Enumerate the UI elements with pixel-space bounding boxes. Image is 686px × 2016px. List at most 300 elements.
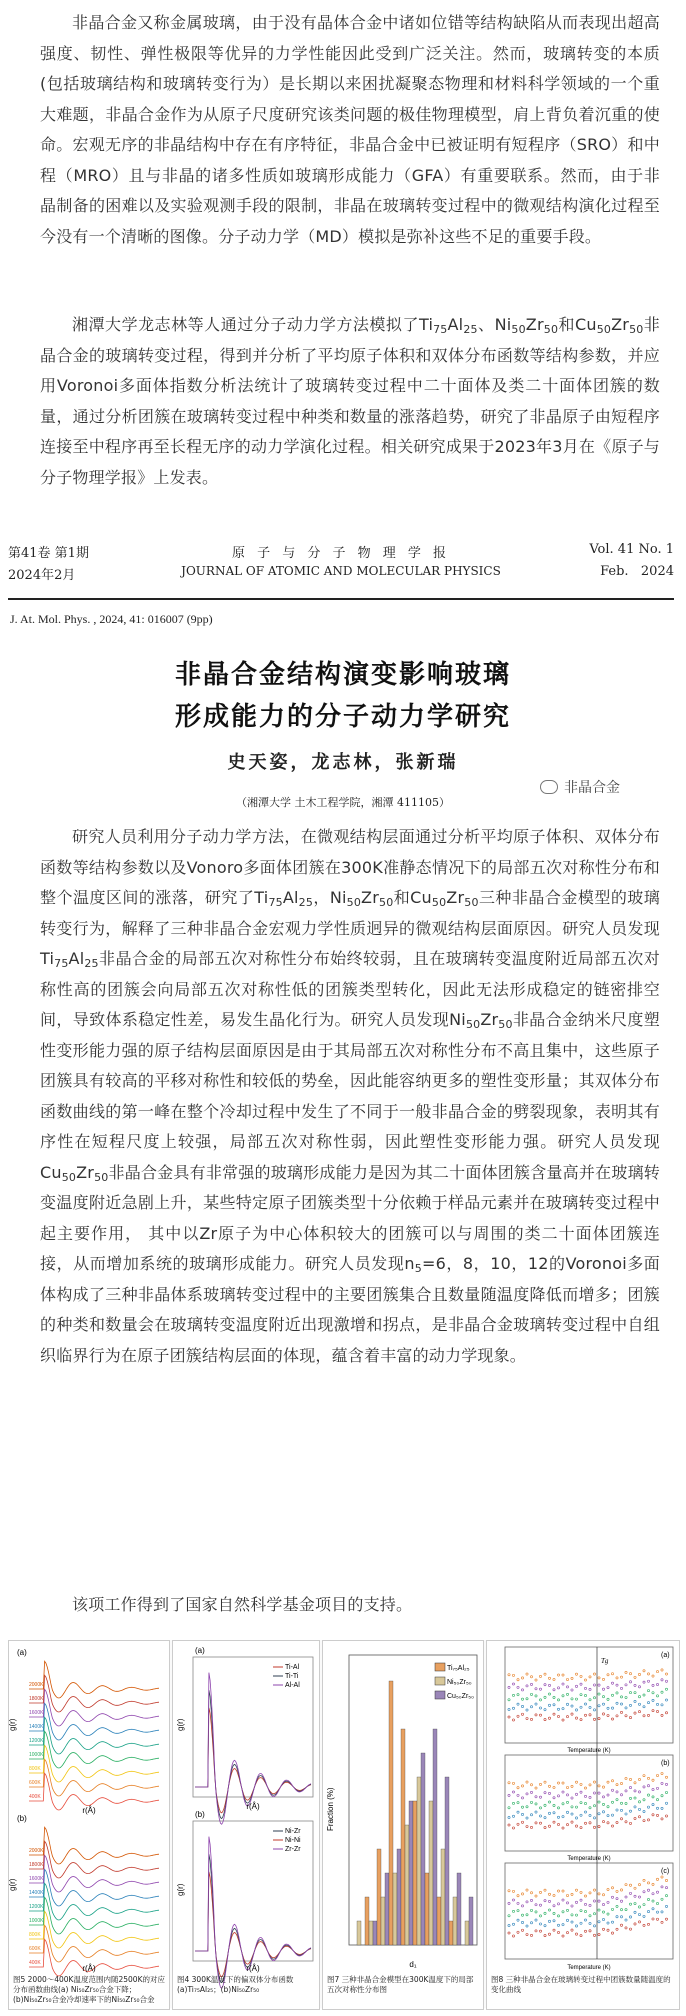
data-point <box>593 1913 595 1915</box>
data-point <box>661 1691 663 1693</box>
bar <box>433 1729 437 1945</box>
data-point <box>620 1696 622 1698</box>
data-point <box>544 1684 546 1686</box>
data-point <box>584 1703 586 1705</box>
bar <box>385 1873 389 1945</box>
legend-item: Ti₇₅Al₂₅ <box>447 1665 470 1672</box>
data-point <box>625 1715 627 1717</box>
data-point <box>526 1793 528 1795</box>
data-point <box>530 1814 532 1816</box>
data-point <box>602 1796 604 1798</box>
data-point <box>638 1906 640 1908</box>
wechat-icon <box>540 780 558 794</box>
data-point <box>508 1674 510 1676</box>
watermark: 非晶合金 <box>540 777 620 797</box>
data-point <box>598 1893 600 1895</box>
data-point <box>638 1703 640 1705</box>
temperature-label: 2000K <box>29 1848 44 1854</box>
data-point <box>575 1925 577 1927</box>
temperature-label: 1600K <box>29 1876 44 1882</box>
data-point <box>661 1898 663 1900</box>
partial-pdf-plot <box>173 1641 319 1973</box>
data-point <box>544 1804 546 1806</box>
data-point <box>548 1693 550 1695</box>
data-point <box>566 1794 568 1796</box>
bar <box>405 1825 409 1945</box>
data-point <box>589 1807 591 1809</box>
date-cn: 2024年2月 <box>8 568 76 583</box>
data-point <box>580 1910 582 1912</box>
data-point <box>607 1794 609 1796</box>
data-point <box>530 1718 532 1720</box>
data-point <box>625 1671 627 1673</box>
data-point <box>530 1922 532 1924</box>
data-point <box>535 1895 537 1897</box>
data-point <box>616 1821 618 1823</box>
data-point <box>616 1715 618 1717</box>
data-point <box>580 1802 582 1804</box>
data-point <box>553 1821 555 1823</box>
data-point <box>634 1797 636 1799</box>
data-point <box>512 1694 514 1696</box>
data-point <box>575 1673 577 1675</box>
data-point <box>512 1910 514 1912</box>
data-point <box>661 1807 663 1809</box>
pdf-curve <box>29 1883 159 1920</box>
y-axis-label-b: g(r) <box>176 1883 185 1896</box>
bar <box>357 1921 361 1945</box>
panel-tag-a: (a) <box>17 1648 27 1657</box>
data-point <box>584 1811 586 1813</box>
journal-header <box>8 542 678 606</box>
data-point <box>535 1679 537 1681</box>
data-point <box>566 1801 568 1803</box>
data-point <box>602 1928 604 1930</box>
data-point <box>611 1814 613 1816</box>
data-point <box>562 1708 564 1710</box>
data-point <box>580 1899 582 1901</box>
data-point <box>661 1704 663 1706</box>
data-point <box>562 1924 564 1926</box>
data-point <box>526 1781 528 1783</box>
data-point <box>638 1711 640 1713</box>
data-point <box>517 1919 519 1921</box>
data-point <box>553 1804 555 1806</box>
data-point <box>611 1801 613 1803</box>
data-point <box>661 1886 663 1888</box>
data-point <box>643 1810 645 1812</box>
data-point <box>508 1890 510 1892</box>
data-point <box>661 1714 663 1716</box>
x-axis-label: Temperature (K) <box>567 1856 611 1862</box>
data-point <box>598 1921 600 1923</box>
temperature-label: 1200K <box>29 1738 44 1744</box>
data-point <box>589 1699 591 1701</box>
panel-tag-b: (b) <box>195 1810 205 1819</box>
data-point <box>598 1801 600 1803</box>
data-point <box>611 1673 613 1675</box>
data-point <box>620 1794 622 1796</box>
data-point <box>629 1673 631 1675</box>
data-point <box>584 1787 586 1789</box>
data-point <box>620 1676 622 1678</box>
data-point <box>562 1719 564 1721</box>
data-point <box>602 1894 604 1896</box>
data-point <box>629 1681 631 1683</box>
data-point <box>530 1899 532 1901</box>
data-point <box>566 1811 568 1813</box>
bar <box>381 1897 385 1945</box>
data-point <box>589 1892 591 1894</box>
data-point <box>508 1686 510 1688</box>
data-point <box>548 1792 550 1794</box>
data-point <box>557 1931 559 1933</box>
pdf-curve <box>29 1745 159 1782</box>
data-point <box>634 1911 636 1913</box>
data-point <box>593 1709 595 1711</box>
data-point <box>656 1807 658 1809</box>
temperature-label: 1400K <box>29 1724 44 1730</box>
data-point <box>517 1703 519 1705</box>
data-point <box>629 1916 631 1918</box>
data-point <box>512 1674 514 1676</box>
data-point <box>643 1820 645 1822</box>
data-point <box>634 1806 636 1808</box>
data-point <box>634 1817 636 1819</box>
data-point <box>526 1717 528 1719</box>
legend-item: Al-Al <box>285 1682 300 1689</box>
data-point <box>566 1678 568 1680</box>
bar <box>397 1849 401 1945</box>
data-point <box>661 1679 663 1681</box>
data-point <box>548 1684 550 1686</box>
data-point <box>553 1797 555 1799</box>
data-point <box>629 1692 631 1694</box>
data-point <box>652 1918 654 1920</box>
data-point <box>584 1714 586 1716</box>
data-point <box>571 1713 573 1715</box>
data-point <box>535 1904 537 1906</box>
data-point <box>517 1910 519 1912</box>
data-point <box>584 1895 586 1897</box>
data-point <box>661 1782 663 1784</box>
data-point <box>656 1814 658 1816</box>
data-point <box>535 1803 537 1805</box>
legend-item: Ti-Ti <box>285 1673 299 1680</box>
data-point <box>548 1893 550 1895</box>
data-point <box>557 1924 559 1926</box>
data-point <box>602 1678 604 1680</box>
panel-tag: (b) <box>661 1760 670 1767</box>
data-point <box>625 1813 627 1815</box>
data-point <box>553 1713 555 1715</box>
data-point <box>602 1688 604 1690</box>
data-point <box>647 1882 649 1884</box>
data-point <box>575 1698 577 1700</box>
data-point <box>530 1934 532 1936</box>
data-point <box>548 1704 550 1706</box>
data-point <box>611 1682 613 1684</box>
data-point <box>661 1921 663 1923</box>
data-point <box>643 1775 645 1777</box>
legend-item: Ni-Zr <box>285 1828 301 1835</box>
funding-paragraph: 该项工作得到了国家自然科学基金项目的支持。 <box>72 1595 413 1614</box>
paper-title-line2: 形成能力的分子动力学研究 <box>174 702 511 732</box>
findings-paragraph: 研究人员利用分子动力学方法，在微观结构层面通过分析平均原子体积、双体分布函数等结构参数以及Vonoro多面体团簇在300K准静态情况下的局部五次对称性分布和整个温度区间的涨落，研究了$Ti_{75}Al_{25}$，$Ni_{50}Zr_{50}$和$Cu_{50}Zr_{50}$三种非晶合金模型的玻璃转变行为，解释了三种非晶合金宏观力学性质迥异的微观结构层面原因。研究人员发现$Ti_{75}Al_{25}$非晶合金的局部五次对称性分布始终较弱，且在玻璃转变温度附近局部五次对称性高的团簇会向局部五次对称性低的团簇类型转化，因此无法形成稳定的链密排空间，导致体系稳定性差，易发生晶化行为。研究人员发现$Ni_{50}Zr_{50}$非晶合金纳米尺度塑性变形能力强的原子结构层面原因是由于其局部五次对称性分布不高且集中，这些原子团簇具有较高的平移对称性和较低的势垒，因此能容纳更多的塑性变形量；其双体分布函数曲线的第一峰在整个冷却过程中发生了不同于一般非晶合金的劈裂现象，表明其有序性在短程尺度上较强，局部五次对称性弱，因此塑性变形能力强。研究人员发现$Cu_{50}Zr_{50}$非晶合金具有非常强的玻璃形成能力是因为其二十面体团簇含量高并在玻璃转变温度附近急剧上升，某些特定原子团簇类型十分依赖于样品元素并在玻璃转变过程中起主要作用， 其中以Zr原子为中心体积较大的团簇可以与周围的类二十面体团簇连接，从而增加系统的玻璃形成能力。研究人员发现$n_5=6$，8，10，12的Voronoi多面体构成了三种非晶体系玻璃转变过程中的主要团簇集合且数量随温度降低而增多；团簇的种类和数量会在玻璃转变温度附近出现激增和拐点，是非晶合金玻璃转变过程中自组织临界行为在原子团簇结构层面的体现，蕴含着丰富的动力学现象。 <box>40 827 660 1365</box>
bar <box>449 1921 453 1945</box>
data-point <box>517 1902 519 1904</box>
data-point <box>553 1678 555 1680</box>
data-point <box>607 1687 609 1689</box>
data-point <box>571 1893 573 1895</box>
data-point <box>562 1782 564 1784</box>
data-point <box>611 1780 613 1782</box>
data-point <box>571 1914 573 1916</box>
data-point <box>512 1719 514 1721</box>
data-point <box>629 1797 631 1799</box>
data-point <box>652 1684 654 1686</box>
data-point <box>661 1911 663 1913</box>
fivefold-bar-plot <box>323 1641 483 1973</box>
data-point <box>661 1795 663 1797</box>
data-point <box>665 1905 667 1907</box>
data-point <box>566 1686 568 1688</box>
data-point <box>625 1790 627 1792</box>
data-point <box>566 1786 568 1788</box>
data-point <box>607 1913 609 1915</box>
data-point <box>562 1695 564 1697</box>
bar <box>393 1873 397 1945</box>
bar <box>425 1873 429 1945</box>
data-point <box>661 1669 663 1671</box>
temperature-label: 1000K <box>29 1752 44 1758</box>
data-point <box>544 1781 546 1783</box>
data-point <box>508 1824 510 1826</box>
data-point <box>517 1686 519 1688</box>
data-point <box>530 1676 532 1678</box>
data-point <box>557 1903 559 1905</box>
data-point <box>571 1797 573 1799</box>
citation-line: J. At. Mol. Phys. , 2024, 41: 016007 (9pp) <box>10 612 213 626</box>
data-point <box>607 1929 609 1931</box>
pdf-curve <box>29 1897 159 1934</box>
bar <box>365 1897 369 1945</box>
data-point <box>580 1827 582 1829</box>
data-point <box>548 1825 550 1827</box>
data-point <box>634 1684 636 1686</box>
data-point <box>629 1810 631 1812</box>
data-point <box>548 1920 550 1922</box>
volume-cn: 第41卷 第1期 <box>8 546 89 561</box>
data-point <box>652 1803 654 1805</box>
data-point <box>557 1782 559 1784</box>
data-point <box>598 1785 600 1787</box>
data-point <box>575 1933 577 1935</box>
data-point <box>661 1818 663 1820</box>
data-point <box>526 1901 528 1903</box>
data-point <box>548 1677 550 1679</box>
data-point <box>620 1711 622 1713</box>
data-point <box>598 1813 600 1815</box>
data-point <box>544 1912 546 1914</box>
cluster-temperature-plot <box>487 1641 679 1973</box>
data-point <box>647 1923 649 1925</box>
data-point <box>661 1876 663 1878</box>
header-rule <box>8 598 674 600</box>
data-point <box>539 1707 541 1709</box>
data-point <box>652 1692 654 1694</box>
temperature-label: 600K <box>29 1780 41 1786</box>
data-point <box>656 1683 658 1685</box>
data-point <box>625 1802 627 1804</box>
data-point <box>611 1921 613 1923</box>
data-point <box>530 1683 532 1685</box>
data-point <box>562 1935 564 1937</box>
journal-name-cn: 原 子 与 分 子 物 理 学 报 <box>231 546 451 561</box>
data-point <box>647 1714 649 1716</box>
data-point <box>508 1915 510 1917</box>
data-point <box>647 1777 649 1779</box>
bar <box>417 1777 421 1945</box>
data-point <box>647 1910 649 1912</box>
paper-authors: 史天姿，龙志林，张新瑞 <box>227 752 459 773</box>
data-point <box>589 1904 591 1906</box>
data-point <box>517 1679 519 1681</box>
data-point <box>544 1718 546 1720</box>
data-point <box>589 1676 591 1678</box>
x-axis-label-b: r(Å) <box>82 1964 96 1973</box>
data-point <box>512 1890 514 1892</box>
data-point <box>652 1699 654 1701</box>
data-point <box>602 1903 604 1905</box>
data-point <box>535 1811 537 1813</box>
data-point <box>616 1916 618 1918</box>
data-point <box>512 1791 514 1793</box>
data-point <box>593 1826 595 1828</box>
data-point <box>553 1894 555 1896</box>
data-point <box>625 1883 627 1885</box>
data-point <box>656 1911 658 1913</box>
data-point <box>647 1889 649 1891</box>
data-point <box>562 1899 564 1901</box>
pdf-curve <box>29 1827 159 1864</box>
data-point <box>652 1893 654 1895</box>
data-point <box>557 1890 559 1892</box>
data-point <box>584 1802 586 1804</box>
data-point <box>575 1793 577 1795</box>
data-point <box>598 1825 600 1827</box>
data-point <box>557 1823 559 1825</box>
data-point <box>607 1674 609 1676</box>
figure-caption-2: 图4 300K温度下的偏双体分布函数 (a)Ti₇₅Al₂₅；(b)Ni₅₀Zr₅₀ <box>177 1975 294 1994</box>
data-point <box>602 1811 604 1813</box>
pdf-temperature-plot <box>9 1641 169 1973</box>
data-point <box>526 1914 528 1916</box>
data-point <box>593 1684 595 1686</box>
data-point <box>553 1929 555 1931</box>
temperature-label: 1400K <box>29 1890 44 1896</box>
data-point <box>544 1900 546 1902</box>
data-point <box>557 1708 559 1710</box>
data-point <box>535 1695 537 1697</box>
temperature-label: 800K <box>29 1766 41 1772</box>
data-point <box>611 1887 613 1889</box>
data-point <box>544 1792 546 1794</box>
temperature-label: 1600K <box>29 1710 44 1716</box>
data-point <box>553 1704 555 1706</box>
data-point <box>665 1791 667 1793</box>
data-point <box>548 1909 550 1911</box>
data-point <box>634 1782 636 1784</box>
data-point <box>634 1887 636 1889</box>
data-point <box>530 1826 532 1828</box>
data-point <box>634 1712 636 1714</box>
data-point <box>584 1795 586 1797</box>
data-point <box>566 1693 568 1695</box>
data-point <box>611 1694 613 1696</box>
legend-item: Ti-Al <box>285 1664 300 1671</box>
data-point <box>521 1914 523 1916</box>
data-point <box>508 1816 510 1818</box>
data-point <box>643 1879 645 1881</box>
data-point <box>665 1918 667 1920</box>
data-point <box>530 1909 532 1911</box>
data-point <box>575 1889 577 1891</box>
paper-title-line1: 非晶合金结构演变影响玻璃 <box>174 660 511 690</box>
data-point <box>593 1900 595 1902</box>
data-point <box>598 1705 600 1707</box>
data-point <box>661 1772 663 1774</box>
data-point <box>616 1905 618 1907</box>
data-point <box>508 1807 510 1809</box>
data-point <box>539 1675 541 1677</box>
data-point <box>562 1803 564 1805</box>
data-point <box>521 1921 523 1923</box>
data-point <box>665 1879 667 1881</box>
temperature-label: 600K <box>29 1946 41 1952</box>
data-point <box>566 1824 568 1826</box>
data-point <box>607 1815 609 1817</box>
data-point <box>643 1715 645 1717</box>
data-point <box>530 1784 532 1786</box>
data-point <box>656 1774 658 1776</box>
data-point <box>629 1716 631 1718</box>
data-point <box>521 1705 523 1707</box>
data-point <box>652 1779 654 1781</box>
bar <box>369 1921 373 1945</box>
data-point <box>566 1703 568 1705</box>
data-point <box>634 1790 636 1792</box>
data-point <box>638 1696 640 1698</box>
data-point <box>562 1890 564 1892</box>
data-point <box>598 1792 600 1794</box>
data-point <box>643 1903 645 1905</box>
data-point <box>575 1825 577 1827</box>
legend-item: Ni-Ni <box>285 1837 301 1844</box>
data-point <box>526 1698 528 1700</box>
bar <box>377 1849 381 1945</box>
data-point <box>548 1717 550 1719</box>
data-point <box>620 1909 622 1911</box>
data-point <box>544 1696 546 1698</box>
data-point <box>553 1912 555 1914</box>
data-point <box>530 1801 532 1803</box>
data-point <box>512 1899 514 1901</box>
data-point <box>580 1706 582 1708</box>
data-point <box>607 1781 609 1783</box>
data-point <box>557 1715 559 1717</box>
data-point <box>589 1930 591 1932</box>
